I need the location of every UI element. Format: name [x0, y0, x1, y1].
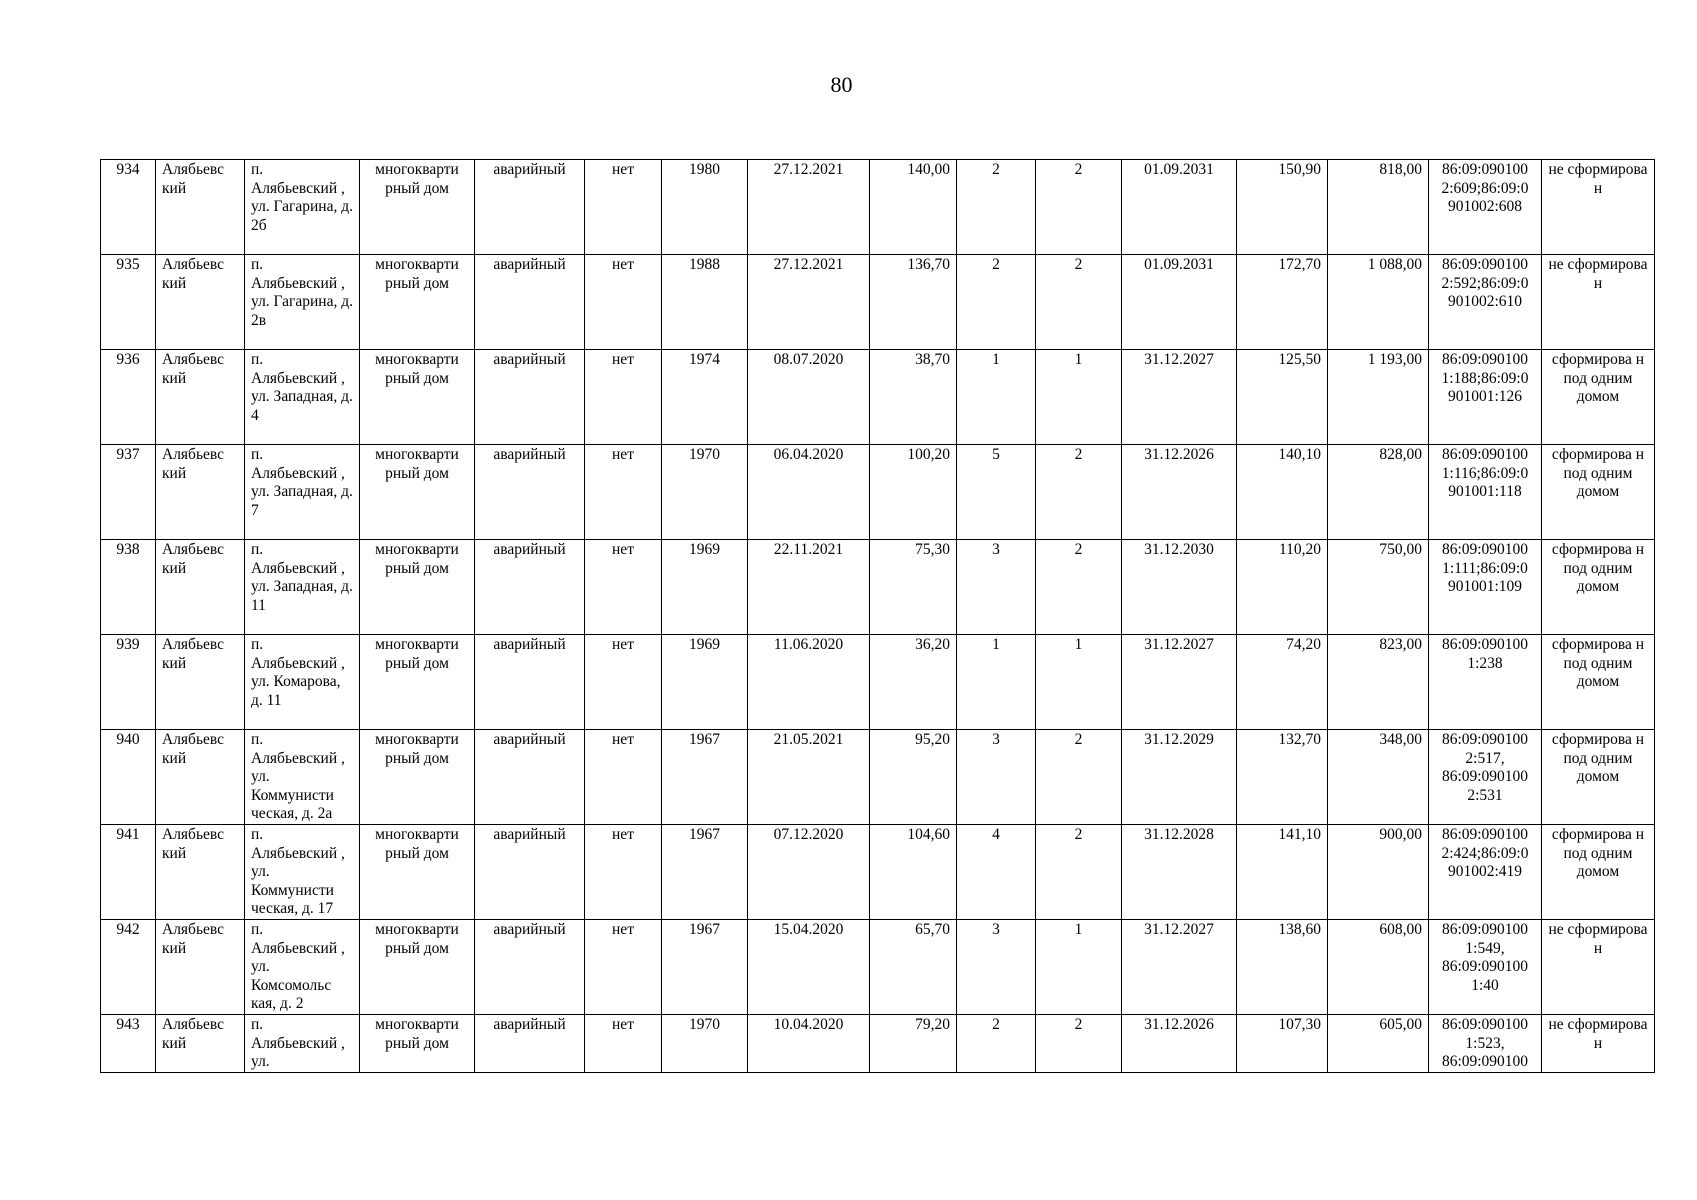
- cell-cadastral-numbers: 86:09:090100 1:238: [1429, 635, 1542, 730]
- cell-address: п. Алябьевский , ул. Западная, д. 7: [245, 445, 360, 540]
- cell-count-1: 4: [957, 825, 1036, 920]
- table-row: [101, 160, 1655, 255]
- cell-count-1: 2: [957, 255, 1036, 350]
- cell-land-status: сформирова н под одним домом: [1542, 350, 1655, 445]
- cell-flag: нет: [585, 540, 662, 635]
- cell-address: п. Алябьевский , ул.: [245, 1015, 360, 1073]
- cell-flag: нет: [585, 160, 662, 255]
- cell-recognition-date: 27.12.2021: [748, 255, 870, 350]
- cell-land-status: сформирова н под одним домом: [1542, 825, 1655, 920]
- cell-cadastral-numbers: 86:09:090100 2:517, 86:09:090100 2:531: [1429, 730, 1542, 825]
- cell-land-status: сформирова н под одним домом: [1542, 730, 1655, 825]
- cell-recognition-date: 10.04.2020: [748, 1015, 870, 1073]
- cell-land-status: не сформирова н: [1542, 160, 1655, 255]
- cell-building-type: многокварти рный дом: [360, 350, 475, 445]
- cell-municipality: Алябьевс кий: [156, 1015, 245, 1073]
- cell-number: 943: [101, 1015, 156, 1073]
- cell-area: 79,20: [870, 1015, 957, 1073]
- cell-address: п. Алябьевский , ул. Коммунисти ческая, д. 17: [245, 825, 360, 920]
- table-row: [101, 445, 1655, 540]
- cell-condition: аварийный: [475, 825, 585, 920]
- cell-land-area: 608,00: [1328, 920, 1429, 1015]
- cell-area-2: 132,70: [1237, 730, 1328, 825]
- cell-building-type: многокварти рный дом: [360, 825, 475, 920]
- cell-area-2: 150,90: [1237, 160, 1328, 255]
- cell-municipality: Алябьевс кий: [156, 350, 245, 445]
- table-row: [101, 920, 1655, 1015]
- cell-land-status: сформирова н под одним домом: [1542, 540, 1655, 635]
- cell-number: 938: [101, 540, 156, 635]
- cell-deadline: 31.12.2028: [1122, 825, 1237, 920]
- table-row: [101, 1015, 1655, 1073]
- cell-condition: аварийный: [475, 445, 585, 540]
- cell-building-type: многокварти рный дом: [360, 730, 475, 825]
- table-row: [101, 825, 1655, 920]
- cell-land-area: 1 088,00: [1328, 255, 1429, 350]
- cell-condition: аварийный: [475, 160, 585, 255]
- cell-municipality: Алябьевс кий: [156, 540, 245, 635]
- cell-count-2: 1: [1036, 920, 1122, 1015]
- cell-recognition-date: 21.05.2021: [748, 730, 870, 825]
- cell-building-type: многокварти рный дом: [360, 540, 475, 635]
- cell-building-type: многокварти рный дом: [360, 920, 475, 1015]
- cell-area: 36,20: [870, 635, 957, 730]
- cell-land-area: 348,00: [1328, 730, 1429, 825]
- cell-condition: аварийный: [475, 350, 585, 445]
- cell-building-type: многокварти рный дом: [360, 635, 475, 730]
- cell-condition: аварийный: [475, 635, 585, 730]
- cell-deadline: 31.12.2030: [1122, 540, 1237, 635]
- cell-area: 65,70: [870, 920, 957, 1015]
- cell-land-area: 823,00: [1328, 635, 1429, 730]
- cell-land-area: 605,00: [1328, 1015, 1429, 1073]
- table-row: [101, 635, 1655, 730]
- cell-year: 1970: [662, 445, 748, 540]
- cell-number: 935: [101, 255, 156, 350]
- cell-area-2: 125,50: [1237, 350, 1328, 445]
- cell-deadline: 31.12.2027: [1122, 635, 1237, 730]
- cell-number: 940: [101, 730, 156, 825]
- cell-year: 1970: [662, 1015, 748, 1073]
- cell-count-2: 2: [1036, 445, 1122, 540]
- cell-address: п. Алябьевский , ул. Комсомольс кая, д. 2: [245, 920, 360, 1015]
- cell-year: 1974: [662, 350, 748, 445]
- cell-count-2: 2: [1036, 160, 1122, 255]
- cell-deadline: 01.09.2031: [1122, 255, 1237, 350]
- cell-deadline: 31.12.2027: [1122, 350, 1237, 445]
- cell-number: 941: [101, 825, 156, 920]
- cell-area-2: 110,20: [1237, 540, 1328, 635]
- cell-count-1: 3: [957, 920, 1036, 1015]
- cell-flag: нет: [585, 255, 662, 350]
- cell-count-2: 2: [1036, 1015, 1122, 1073]
- cell-area-2: 107,30: [1237, 1015, 1328, 1073]
- table-row: [101, 255, 1655, 350]
- cell-area: 104,60: [870, 825, 957, 920]
- cell-cadastral-numbers: 86:09:090100 1:188;86:09:0 901001:126: [1429, 350, 1542, 445]
- cell-municipality: Алябьевс кий: [156, 445, 245, 540]
- cell-area-2: 74,20: [1237, 635, 1328, 730]
- cell-condition: аварийный: [475, 1015, 585, 1073]
- cell-flag: нет: [585, 635, 662, 730]
- cell-area: 75,30: [870, 540, 957, 635]
- cell-count-2: 1: [1036, 635, 1122, 730]
- cell-area-2: 172,70: [1237, 255, 1328, 350]
- cell-address: п. Алябьевский , ул. Западная, д. 4: [245, 350, 360, 445]
- cell-land-area: 828,00: [1328, 445, 1429, 540]
- cell-year: 1988: [662, 255, 748, 350]
- cell-cadastral-numbers: 86:09:090100 1:116;86:09:0 901001:118: [1429, 445, 1542, 540]
- cell-deadline: 31.12.2026: [1122, 445, 1237, 540]
- cell-address: п. Алябьевский , ул. Коммунисти ческая, д. 2а: [245, 730, 360, 825]
- cell-building-type: многокварти рный дом: [360, 445, 475, 540]
- cell-count-1: 1: [957, 350, 1036, 445]
- cell-municipality: Алябьевс кий: [156, 920, 245, 1015]
- cell-address: п. Алябьевский , ул. Комарова, д. 11: [245, 635, 360, 730]
- cell-cadastral-numbers: 86:09:090100 1:549, 86:09:090100 1:40: [1429, 920, 1542, 1015]
- cell-recognition-date: 15.04.2020: [748, 920, 870, 1015]
- cell-condition: аварийный: [475, 255, 585, 350]
- table-row: [101, 540, 1655, 635]
- cell-count-2: 2: [1036, 540, 1122, 635]
- cell-recognition-date: 11.06.2020: [748, 635, 870, 730]
- cell-flag: нет: [585, 825, 662, 920]
- cell-area-2: 140,10: [1237, 445, 1328, 540]
- cell-recognition-date: 06.04.2020: [748, 445, 870, 540]
- cell-count-2: 2: [1036, 255, 1122, 350]
- table-row: [101, 730, 1655, 825]
- cell-address: п. Алябьевский , ул. Гагарина, д. 2в: [245, 255, 360, 350]
- cell-municipality: Алябьевс кий: [156, 255, 245, 350]
- cell-address: п. Алябьевский , ул. Гагарина, д. 2б: [245, 160, 360, 255]
- cell-number: 936: [101, 350, 156, 445]
- cell-year: 1967: [662, 920, 748, 1015]
- cell-cadastral-numbers: 86:09:090100 2:609;86:09:0 901002:608: [1429, 160, 1542, 255]
- cell-deadline: 01.09.2031: [1122, 160, 1237, 255]
- cell-year: 1967: [662, 730, 748, 825]
- cell-count-2: 2: [1036, 825, 1122, 920]
- cell-area: 136,70: [870, 255, 957, 350]
- cell-deadline: 31.12.2027: [1122, 920, 1237, 1015]
- cell-land-status: не сформирова н: [1542, 920, 1655, 1015]
- cell-municipality: Алябьевс кий: [156, 635, 245, 730]
- cell-building-type: многокварти рный дом: [360, 255, 475, 350]
- page-number: 80: [830, 72, 853, 97]
- cell-area: 140,00: [870, 160, 957, 255]
- cell-building-type: многокварти рный дом: [360, 1015, 475, 1073]
- cell-count-1: 3: [957, 540, 1036, 635]
- cell-year: 1969: [662, 540, 748, 635]
- cell-recognition-date: 08.07.2020: [748, 350, 870, 445]
- cell-number: 934: [101, 160, 156, 255]
- cell-count-1: 2: [957, 1015, 1036, 1073]
- cell-condition: аварийный: [475, 730, 585, 825]
- cell-area-2: 141,10: [1237, 825, 1328, 920]
- cell-building-type: многокварти рный дом: [360, 160, 475, 255]
- cell-number: 937: [101, 445, 156, 540]
- cell-address: п. Алябьевский , ул. Западная, д. 11: [245, 540, 360, 635]
- cell-land-status: не сформирова н: [1542, 255, 1655, 350]
- cell-flag: нет: [585, 1015, 662, 1073]
- housing-registry-table: [100, 159, 1655, 1073]
- cell-recognition-date: 27.12.2021: [748, 160, 870, 255]
- cell-land-area: 750,00: [1328, 540, 1429, 635]
- cell-cadastral-numbers: 86:09:090100 1:111;86:09:0 901001:109: [1429, 540, 1542, 635]
- cell-cadastral-numbers: 86:09:090100 2:592;86:09:0 901002:610: [1429, 255, 1542, 350]
- cell-flag: нет: [585, 920, 662, 1015]
- cell-land-status: сформирова н под одним домом: [1542, 635, 1655, 730]
- cell-flag: нет: [585, 445, 662, 540]
- cell-land-area: 818,00: [1328, 160, 1429, 255]
- cell-count-1: 3: [957, 730, 1036, 825]
- cell-flag: нет: [585, 350, 662, 445]
- cell-year: 1980: [662, 160, 748, 255]
- cell-flag: нет: [585, 730, 662, 825]
- cell-cadastral-numbers: 86:09:090100 1:523, 86:09:090100: [1429, 1015, 1542, 1073]
- cell-recognition-date: 22.11.2021: [748, 540, 870, 635]
- cell-condition: аварийный: [475, 920, 585, 1015]
- cell-municipality: Алябьевс кий: [156, 825, 245, 920]
- cell-cadastral-numbers: 86:09:090100 2:424;86:09:0 901002:419: [1429, 825, 1542, 920]
- cell-municipality: Алябьевс кий: [156, 730, 245, 825]
- cell-count-2: 1: [1036, 350, 1122, 445]
- cell-land-area: 1 193,00: [1328, 350, 1429, 445]
- cell-land-area: 900,00: [1328, 825, 1429, 920]
- cell-area: 38,70: [870, 350, 957, 445]
- cell-condition: аварийный: [475, 540, 585, 635]
- cell-count-1: 5: [957, 445, 1036, 540]
- cell-number: 942: [101, 920, 156, 1015]
- cell-area: 100,20: [870, 445, 957, 540]
- cell-land-status: сформирова н под одним домом: [1542, 445, 1655, 540]
- cell-deadline: 31.12.2026: [1122, 1015, 1237, 1073]
- cell-municipality: Алябьевс кий: [156, 160, 245, 255]
- cell-area: 95,20: [870, 730, 957, 825]
- table-row: [101, 350, 1655, 445]
- cell-count-1: 1: [957, 635, 1036, 730]
- cell-recognition-date: 07.12.2020: [748, 825, 870, 920]
- cell-year: 1967: [662, 825, 748, 920]
- cell-count-1: 2: [957, 160, 1036, 255]
- cell-land-status: не сформирова н: [1542, 1015, 1655, 1073]
- cell-year: 1969: [662, 635, 748, 730]
- cell-number: 939: [101, 635, 156, 730]
- cell-count-2: 2: [1036, 730, 1122, 825]
- cell-deadline: 31.12.2029: [1122, 730, 1237, 825]
- table-body: [101, 160, 1655, 1073]
- cell-area-2: 138,60: [1237, 920, 1328, 1015]
